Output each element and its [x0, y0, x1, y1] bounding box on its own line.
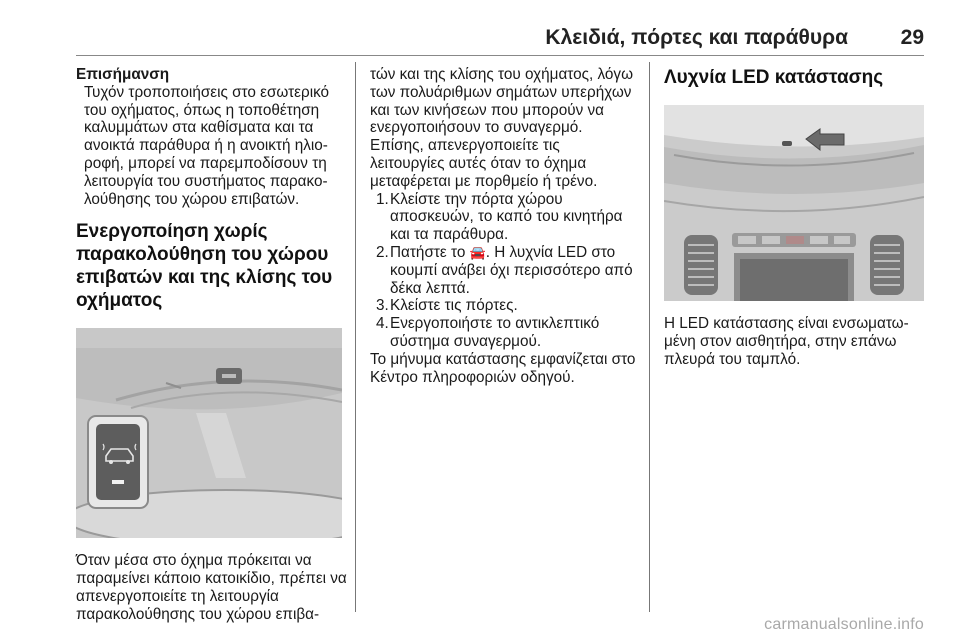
watermark: carmanualsonline.info: [764, 616, 924, 633]
overhead-console-illustration: [76, 328, 342, 538]
section-heading: Λυχνία LED κατάστασης: [664, 67, 884, 88]
column-divider: [355, 62, 356, 612]
body-paragraph: Το μήνυμα κατάστασης εμφανίζεται στο Κέντρο πληροφοριών οδηγού.: [370, 350, 636, 386]
step-text: Κλείστε την πόρτα χώρου αποσκευών, το καπό του κινητήρα και τα παράθυρα.: [390, 190, 623, 244]
car-lock-icon: 🚘: [469, 244, 486, 260]
list-item: [370, 191, 638, 244]
step-text: . Η λυχνία LED στο κουμπί ανάβει όχι περισσότερο από δέκα λεπτά.: [390, 243, 633, 297]
section-heading: Ενεργοποίηση χωρίς παρακολούθηση του χώρου επιβατών και της κλίσης του οχήματος: [76, 221, 333, 312]
note-text: Τυχόν τροποποιήσεις στο εσωτερικό του οχήματος, όπως η τοποθέτηση καλυμμάτων στα καθίσματα και τα ανοικτά παράθυρα ή η ανοικτή ηλιο-ροφή, μπορεί να παρεμποδίσουν τη λειτουργία του συστήματος παρακο-λούθησης του χώρου επιβατών.: [84, 83, 330, 208]
figure-status-led: [664, 105, 924, 301]
body-paragraph: τών και της κλίσης του οχήματος, λόγω των πολυάριθμων σημάτων υπερήχων και των κινήσεων που μπορούν να ενεργοποιήσουν το συναγερμό. Επίσης, απενεργοποιείτε τις λειτουργίες αυτές όταν το όχημα μεταφέρεται με πορθμείο ή τρένο.: [370, 66, 634, 190]
column-2: [370, 66, 638, 386]
list-item: [370, 244, 638, 297]
led-indicator: [782, 141, 792, 146]
steps-list: [370, 191, 638, 351]
chapter-title: Κλειδιά, πόρτες και παράθυρα: [545, 26, 848, 49]
step-number: 2.: [376, 243, 389, 261]
step-text: Πατήστε το: [390, 243, 470, 261]
dashboard-illustration: [664, 105, 924, 301]
step-text: Κλείστε τις πόρτες.: [390, 297, 518, 315]
led-indicator: [112, 480, 124, 484]
header-rule: [76, 55, 924, 56]
body-paragraph: Όταν μέσα στο όχημα πρόκειται να παραμείνει κάποιο κατοικίδιο, πρέπει να απενεργοποιείτε τη λειτουργία παρακολούθησης του χώρου επιβα-: [76, 552, 347, 623]
note-title: Επισήμανση: [76, 66, 170, 83]
step-number: 3.: [376, 297, 389, 315]
list-item: [370, 297, 638, 315]
page-header: [0, 0, 960, 56]
step-number: 4.: [376, 315, 389, 333]
step-number: 1.: [376, 190, 389, 208]
figure-interior-monitoring-button: [76, 328, 342, 538]
column-divider: [649, 62, 650, 612]
step-text: Ενεργοποιήστε το αντικλεπτικό σύστημα συναγερμού.: [390, 315, 600, 350]
column-3: [664, 66, 926, 368]
list-item: [370, 315, 638, 351]
page-number: 29: [900, 26, 924, 49]
body-paragraph: Η LED κατάστασης είναι ενσωματω-μένη στον αισθητήρα, στην επάνω πλευρά του ταμπλό.: [664, 315, 909, 368]
column-1: [76, 66, 350, 624]
